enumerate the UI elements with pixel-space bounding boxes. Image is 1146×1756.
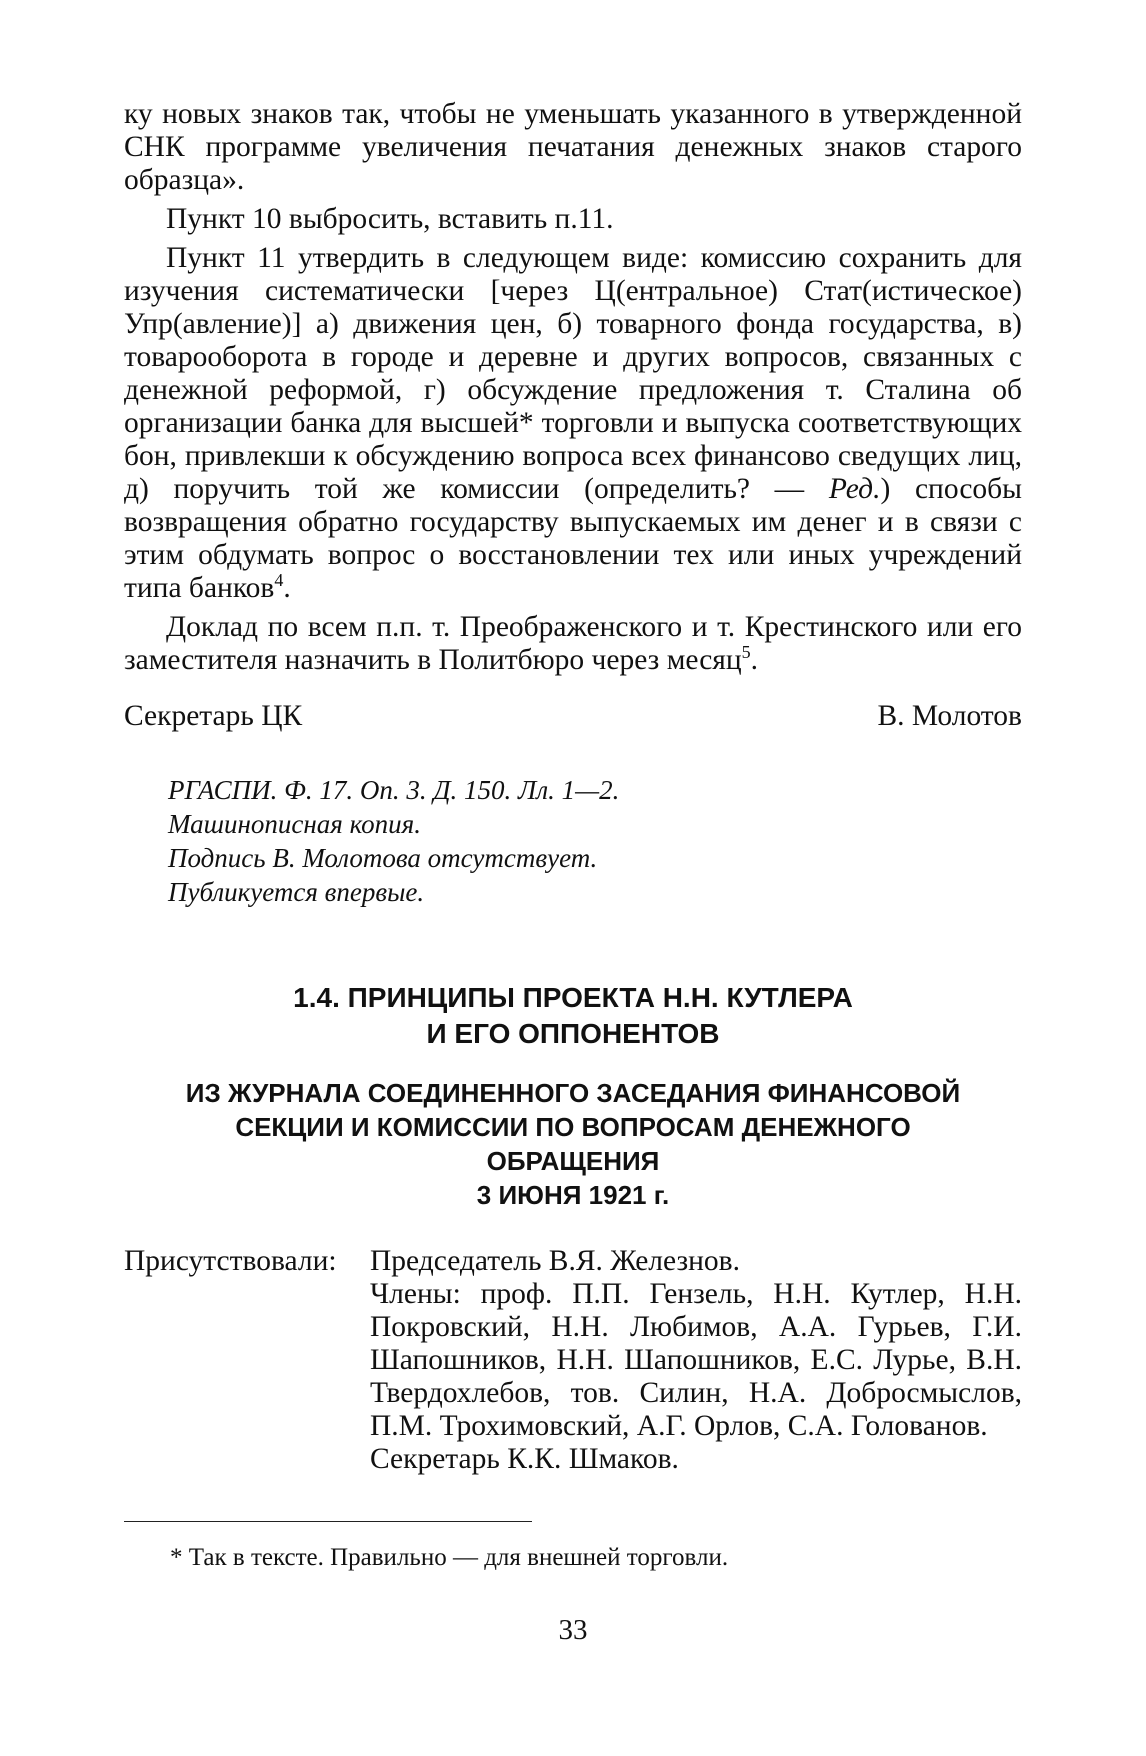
- archive-line: Подпись В. Молотова отсутствует.: [168, 843, 598, 873]
- paragraph-report-end: .: [750, 644, 759, 676]
- paragraph-point-11-text-a: Пункт 11 утвердить в следующем виде: комиссию сохранить для изучения систематически [через Ц(ентральное) Стат(истическое) Упр(авление)] а) движения цен, б) товарного фонда государства, в) товарооборота в городе и деревне и других вопросов, связанных с денежной реформой, г) обсуждение предложения т. Сталина об организации банка для высшей* торговли и выпуска соответствующих бон, привлекши к обсуждению вопроса всех финансово сведущих лиц, д) поручить той же комиссии (определить? —: [124, 242, 1022, 505]
- editor-note: Ред.: [828, 473, 881, 505]
- attendees-list: [370, 1245, 1022, 1476]
- section-subtitle-line: ИЗ ЖУРНАЛА СОЕДИНЕННОГО ЗАСЕДАНИЯ ФИНАНСОВОЙ: [185, 1078, 961, 1108]
- section-date: 3 ИЮНЯ 1921 г.: [476, 1180, 670, 1210]
- attendees-label: Присутствовали:: [124, 1245, 337, 1277]
- attendees-chair: Председатель В.Я. Железнов.: [370, 1245, 740, 1277]
- section-subtitle: [124, 1076, 1022, 1212]
- footnote-ref-4: 4: [274, 570, 284, 591]
- paragraph-report-text: Доклад по всем п.п. т. Преображенского и т. Крестинского или его заместителя назначить в Политбюро через месяц: [124, 611, 1022, 676]
- archive-line: РГАСПИ. Ф. 17. Оп. 3. Д. 150. Лл. 1—2.: [168, 775, 620, 805]
- footnote-ref-5: 5: [741, 642, 751, 663]
- attendees-members: Члены: проф. П.П. Гензель, Н.Н. Кутлер, Н.Н. Покровский, Н.Н. Любимов, А.А. Гурьев, Г.И. Шапошников, Н.Н. Шапошников, Е.С. Лурье, В.Н. Твердохлебов, тов. Силин, Н.А. Добросмыслов, П.М. Трохимовский, А.Г. Орлов, С.А. Голованов.: [370, 1278, 1022, 1442]
- paragraph-point-10: Пункт 10 выбросить, вставить п.11.: [166, 203, 614, 235]
- signature-name: В. Молотов: [877, 700, 1022, 732]
- paragraph-point-11: [124, 242, 1022, 605]
- signature-row: [124, 700, 1022, 733]
- archive-reference: [168, 773, 619, 909]
- main-text: [124, 98, 1022, 677]
- footnote-divider: [124, 1521, 532, 1522]
- archive-line: Публикуется впервые.: [168, 877, 425, 907]
- section-title-line: И ЕГО ОППОНЕНТОВ: [426, 1018, 720, 1049]
- paragraph-report: [124, 611, 1022, 677]
- page-number: 33: [558, 1614, 588, 1646]
- section-title: [124, 980, 1022, 1052]
- paragraph-point-11-end: .: [283, 572, 291, 604]
- footnote: * Так в тексте. Правильно — для внешней торговли.: [170, 1544, 729, 1571]
- section-subtitle-line: ОБРАЩЕНИЯ: [486, 1146, 660, 1176]
- attendees-secretary: Секретарь К.К. Шмаков.: [370, 1443, 679, 1475]
- signature-role: Секретарь ЦК: [124, 700, 303, 732]
- paragraph-point-11-text-b: ) способы возвращения обратно государству выпускаемых им денег и в связи с этим обдумать вопрос о восстановлении тех или иных учреждений типа банков: [124, 473, 1022, 604]
- archive-line: Машинописная копия.: [168, 809, 421, 839]
- paragraph-continuation: ку новых знаков так, чтобы не уменьшать указанного в утвержденной СНК программе увеличения печатания денежных знаков старого образца».: [124, 98, 1022, 196]
- section-title-line: 1.4. ПРИНЦИПЫ ПРОЕКТА Н.Н. КУТЛЕРА: [293, 982, 853, 1013]
- section-subtitle-line: СЕКЦИИ И КОМИССИИ ПО ВОПРОСАМ ДЕНЕЖНОГО: [235, 1112, 911, 1142]
